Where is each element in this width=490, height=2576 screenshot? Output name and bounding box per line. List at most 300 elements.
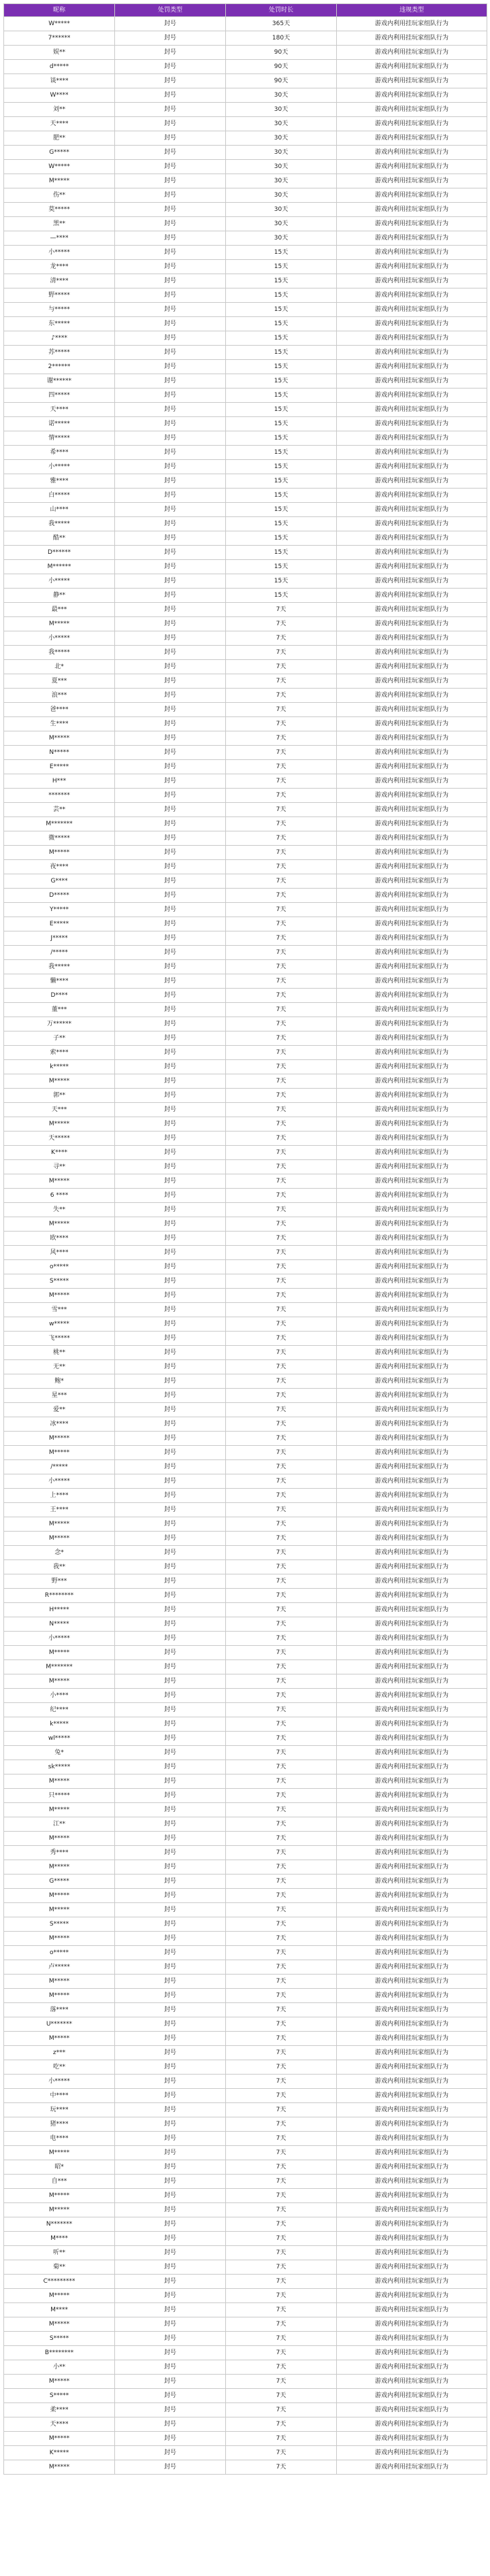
nickname-cell: W**** <box>4 88 115 103</box>
violation-type-cell: 游戏内利用挂玩家组队行为 <box>337 374 487 389</box>
punish-type-cell: 封号 <box>115 188 226 203</box>
punish-type-cell: 封号 <box>115 1460 226 1474</box>
table-row <box>4 160 487 174</box>
violation-type-cell: 游戏内利用挂玩家组队行为 <box>337 389 487 403</box>
punish-duration-cell: 7天 <box>226 646 337 660</box>
punish-type-cell: 封号 <box>115 403 226 417</box>
violation-type-cell: 游戏内利用挂玩家组队行为 <box>337 1660 487 1674</box>
nickname-cell: M***** <box>4 1989 115 2003</box>
violation-type-cell: 游戏内利用挂玩家组队行为 <box>337 2375 487 2389</box>
table-row <box>4 560 487 574</box>
table-row <box>4 1303 487 1317</box>
table-row <box>4 817 487 831</box>
table-row <box>4 360 487 374</box>
table-row <box>4 1532 487 1546</box>
violation-type-cell: 游戏内利用挂玩家组队行为 <box>337 560 487 574</box>
table-row <box>4 2075 487 2089</box>
nickname-cell: 上**** <box>4 1489 115 1503</box>
table-row <box>4 1832 487 1846</box>
violation-type-cell: 游戏内利用挂玩家组队行为 <box>337 1546 487 1560</box>
punish-duration-cell: 30天 <box>226 217 337 231</box>
punish-type-cell: 封号 <box>115 1817 226 1832</box>
punish-type-cell: 封号 <box>115 2046 226 2060</box>
nickname-cell: 雪*** <box>4 1303 115 1317</box>
violation-type-cell: 游戏内利用挂玩家组队行为 <box>337 1789 487 1803</box>
nickname-cell: M***** <box>4 2460 115 2475</box>
violation-type-cell: 游戏内利用挂玩家组队行为 <box>337 589 487 603</box>
punish-duration-cell: 7天 <box>226 2446 337 2460</box>
punish-type-cell: 封号 <box>115 917 226 931</box>
punish-type-cell: 封号 <box>115 717 226 731</box>
punish-duration-cell: 7天 <box>226 1617 337 1632</box>
nickname-cell: 谈**** <box>4 74 115 88</box>
punish-duration-cell: 7天 <box>226 617 337 631</box>
nickname-cell: 生**** <box>4 717 115 731</box>
violation-type-cell: 游戏内利用挂玩家组队行为 <box>337 846 487 860</box>
table-row <box>4 2246 487 2260</box>
table-row <box>4 1717 487 1732</box>
punish-duration-cell: 90天 <box>226 60 337 74</box>
nickname-cell: N***** <box>4 746 115 760</box>
punish-duration-cell: 7天 <box>226 860 337 874</box>
punish-duration-cell: 30天 <box>226 103 337 117</box>
nickname-cell: 菊** <box>4 2260 115 2275</box>
nickname-cell: 天**** <box>4 403 115 417</box>
violation-type-cell: 游戏内利用挂玩家组队行为 <box>337 1174 487 1189</box>
nickname-cell: 纪**** <box>4 1703 115 1717</box>
punish-type-cell: 封号 <box>115 1017 226 1031</box>
punish-type-cell: 封号 <box>115 874 226 889</box>
violation-type-cell: 游戏内利用挂玩家组队行为 <box>337 689 487 703</box>
punish-duration-cell: 30天 <box>226 146 337 160</box>
violation-type-cell: 游戏内利用挂玩家组队行为 <box>337 831 487 846</box>
nickname-cell: M******* <box>4 817 115 831</box>
violation-type-cell: 游戏内利用挂玩家组队行为 <box>337 1589 487 1603</box>
punish-duration-cell: 7天 <box>226 2275 337 2289</box>
punish-type-cell: 封号 <box>115 288 226 303</box>
nickname-cell: 爸**** <box>4 703 115 717</box>
punish-type-cell: 封号 <box>115 1203 226 1217</box>
punish-type-cell: 封号 <box>115 789 226 803</box>
punish-type-cell: 封号 <box>115 489 226 503</box>
punish-type-cell: 封号 <box>115 2432 226 2446</box>
punish-duration-cell: 7天 <box>226 2460 337 2475</box>
punish-duration-cell: 7天 <box>226 1560 337 1574</box>
violation-type-cell: 游戏内利用挂玩家组队行为 <box>337 1460 487 1474</box>
table-row <box>4 989 487 1003</box>
violation-type-cell: 游戏内利用挂玩家组队行为 <box>337 2060 487 2075</box>
violation-type-cell: 游戏内利用挂玩家组队行为 <box>337 1432 487 1446</box>
table-row <box>4 1932 487 1946</box>
punish-duration-cell: 7天 <box>226 1332 337 1346</box>
nickname-cell: W***** <box>4 160 115 174</box>
punish-duration-cell: 90天 <box>226 74 337 88</box>
punish-type-cell: 封号 <box>115 2175 226 2189</box>
punish-duration-cell: 15天 <box>226 574 337 589</box>
nickname-cell: 懒**** <box>4 974 115 989</box>
punish-duration-cell: 7天 <box>226 1603 337 1617</box>
punish-type-cell: 封号 <box>115 2360 226 2375</box>
nickname-cell: k***** <box>4 1060 115 1074</box>
punish-duration-cell: 15天 <box>226 417 337 431</box>
nickname-cell: 夜**** <box>4 860 115 874</box>
violation-type-cell: 游戏内利用挂玩家组队行为 <box>337 1975 487 1989</box>
table-row <box>4 1960 487 1975</box>
violation-type-cell: 游戏内利用挂玩家组队行为 <box>337 31 487 46</box>
nickname-cell: M***** <box>4 1174 115 1189</box>
punish-duration-cell: 90天 <box>226 46 337 60</box>
violation-type-cell: 游戏内利用挂玩家组队行为 <box>337 1817 487 1832</box>
punish-type-cell: 封号 <box>115 903 226 917</box>
nickname-cell: M***** <box>4 1517 115 1532</box>
punish-type-cell: 封号 <box>115 574 226 589</box>
violation-type-cell: 游戏内利用挂玩家组队行为 <box>337 1446 487 1460</box>
violation-type-cell: 游戏内利用挂玩家组队行为 <box>337 1875 487 1889</box>
nickname-cell: M******* <box>4 1660 115 1674</box>
punish-type-cell: 封号 <box>115 103 226 117</box>
nickname-cell: 自*** <box>4 2175 115 2189</box>
table-row <box>4 2332 487 2346</box>
violation-type-cell: 游戏内利用挂玩家组队行为 <box>337 2275 487 2289</box>
punish-duration-cell: 365天 <box>226 17 337 31</box>
punish-type-cell: 封号 <box>115 2003 226 2017</box>
table-row <box>4 803 487 817</box>
punish-duration-cell: 7天 <box>226 1832 337 1846</box>
nickname-cell: 失** <box>4 1203 115 1217</box>
nickname-cell: M***** <box>4 1774 115 1789</box>
table-row <box>4 1989 487 2003</box>
table-row <box>4 2346 487 2360</box>
punish-duration-cell: 7天 <box>226 889 337 903</box>
punish-type-cell: 封号 <box>115 889 226 903</box>
violation-type-cell: 游戏内利用挂玩家组队行为 <box>337 2046 487 2060</box>
nickname-cell: 情***** <box>4 431 115 446</box>
punish-duration-cell: 7天 <box>226 1632 337 1646</box>
violation-type-cell: 游戏内利用挂玩家组队行为 <box>337 1303 487 1317</box>
punish-duration-cell: 7天 <box>226 1117 337 1132</box>
violation-type-cell: 游戏内利用挂玩家组队行为 <box>337 1232 487 1246</box>
nickname-cell: o***** <box>4 1946 115 1960</box>
punish-duration-cell: 7天 <box>226 1460 337 1474</box>
violation-type-cell: 游戏内利用挂玩家组队行为 <box>337 2017 487 2032</box>
table-row <box>4 1203 487 1217</box>
nickname-cell: wl***** <box>4 1732 115 1746</box>
table-row <box>4 60 487 74</box>
nickname-cell: H***** <box>4 1603 115 1617</box>
nickname-cell: 7****** <box>4 31 115 46</box>
nickname-cell: 野*** <box>4 1574 115 1589</box>
nickname-cell: k***** <box>4 1717 115 1732</box>
punish-duration-cell: 15天 <box>226 560 337 574</box>
punish-duration-cell: 7天 <box>226 1574 337 1589</box>
table-row <box>4 1503 487 1517</box>
nickname-cell: 鲍* <box>4 1374 115 1389</box>
punish-duration-cell: 15天 <box>226 246 337 260</box>
punish-type-cell: 封号 <box>115 517 226 531</box>
violation-type-cell: 游戏内利用挂玩家组队行为 <box>337 2417 487 2432</box>
nickname-cell: 2****** <box>4 360 115 374</box>
punish-duration-cell: 7天 <box>226 2360 337 2375</box>
punish-type-cell: 封号 <box>115 831 226 846</box>
punish-type-cell: 封号 <box>115 1332 226 1346</box>
violation-type-cell: 游戏内利用挂玩家组队行为 <box>337 646 487 660</box>
nickname-cell: 小***** <box>4 460 115 474</box>
violation-type-cell: 游戏内利用挂玩家组队行为 <box>337 1332 487 1346</box>
nickname-cell: M**** <box>4 2303 115 2317</box>
punish-duration-cell: 7天 <box>226 2417 337 2432</box>
table-row <box>4 1360 487 1374</box>
punish-duration-cell: 7天 <box>226 2246 337 2260</box>
punish-duration-cell: 7天 <box>226 1960 337 1975</box>
violation-type-cell: 游戏内利用挂玩家组队行为 <box>337 1117 487 1132</box>
table-row <box>4 2260 487 2275</box>
violation-type-cell: 游戏内利用挂玩家组队行为 <box>337 60 487 74</box>
violation-type-cell: 游戏内利用挂玩家组队行为 <box>337 1574 487 1589</box>
punish-duration-cell: 7天 <box>226 1817 337 1832</box>
punish-duration-cell: 7天 <box>226 746 337 760</box>
nickname-cell: 江** <box>4 1817 115 1832</box>
nickname-cell: 小***** <box>4 631 115 646</box>
punish-duration-cell: 7天 <box>226 2289 337 2303</box>
header-nickname: 昵称 <box>4 4 115 17</box>
punish-type-cell: 封号 <box>115 117 226 131</box>
violation-type-cell: 游戏内利用挂玩家组队行为 <box>337 146 487 160</box>
punish-type-cell: 封号 <box>115 303 226 317</box>
nickname-cell: 与***** <box>4 303 115 317</box>
punish-duration-cell: 7天 <box>226 946 337 960</box>
punish-duration-cell: 7天 <box>226 1875 337 1889</box>
table-row <box>4 1217 487 1232</box>
violation-type-cell: 游戏内利用挂玩家组队行为 <box>337 617 487 631</box>
punish-type-cell: 封号 <box>115 146 226 160</box>
punish-duration-cell: 15天 <box>226 431 337 446</box>
nickname-cell: 野***** <box>4 288 115 303</box>
nickname-cell: 东***** <box>4 317 115 331</box>
punish-duration-cell: 15天 <box>226 489 337 503</box>
punish-type-cell: 封号 <box>115 2460 226 2475</box>
table-row <box>4 1860 487 1875</box>
punish-duration-cell: 7天 <box>226 1189 337 1203</box>
punish-duration-cell: 7天 <box>226 1517 337 1532</box>
nickname-cell: 北* <box>4 660 115 674</box>
punish-duration-cell: 7天 <box>226 2089 337 2103</box>
nickname-cell: M****** <box>4 560 115 574</box>
table-row <box>4 1903 487 1917</box>
punish-duration-cell: 7天 <box>226 1289 337 1303</box>
punish-type-cell: 封号 <box>115 531 226 546</box>
nickname-cell: 寻** <box>4 1160 115 1174</box>
violation-type-cell: 游戏内利用挂玩家组队行为 <box>337 417 487 431</box>
punish-type-cell: 封号 <box>115 389 226 403</box>
punish-type-cell: 封号 <box>115 1217 226 1232</box>
punish-duration-cell: 7天 <box>226 2003 337 2017</box>
table-row <box>4 2160 487 2175</box>
punish-type-cell: 封号 <box>115 2089 226 2103</box>
violation-type-cell: 游戏内利用挂玩家组队行为 <box>337 1046 487 1060</box>
violation-type-cell: 游戏内利用挂玩家组队行为 <box>337 1160 487 1174</box>
punish-type-cell: 封号 <box>115 2203 226 2217</box>
nickname-cell: M***** <box>4 1903 115 1917</box>
violation-type-cell: 游戏内利用挂玩家组队行为 <box>337 131 487 146</box>
punish-duration-cell: 7天 <box>226 1017 337 1031</box>
punish-duration-cell: 7天 <box>226 1903 337 1917</box>
punish-duration-cell: 7天 <box>226 2117 337 2132</box>
table-row <box>4 2089 487 2103</box>
violation-type-cell: 游戏内利用挂玩家组队行为 <box>337 1060 487 1074</box>
punish-duration-cell: 7天 <box>226 1432 337 1446</box>
table-row <box>4 417 487 431</box>
violation-type-cell: 游戏内利用挂玩家组队行为 <box>337 2317 487 2332</box>
table-row <box>4 88 487 103</box>
nickname-cell: 天**** <box>4 2417 115 2432</box>
punish-duration-cell: 15天 <box>226 374 337 389</box>
nickname-cell: 伤** <box>4 188 115 203</box>
punish-type-cell: 封号 <box>115 1617 226 1632</box>
punish-type-cell: 封号 <box>115 2417 226 2432</box>
table-row <box>4 460 487 474</box>
punish-type-cell: 封号 <box>115 846 226 860</box>
table-row <box>4 17 487 31</box>
punish-duration-cell: 7天 <box>226 603 337 617</box>
table-row <box>4 1417 487 1432</box>
table-row <box>4 1760 487 1774</box>
violation-type-cell: 游戏内利用挂玩家组队行为 <box>337 103 487 117</box>
nickname-cell: ♪**** <box>4 331 115 346</box>
nickname-cell: 小***** <box>4 2075 115 2089</box>
violation-type-cell: 游戏内利用挂玩家组队行为 <box>337 1646 487 1660</box>
table-row <box>4 203 487 217</box>
nickname-cell: G***** <box>4 1875 115 1889</box>
violation-type-cell: 游戏内利用挂玩家组队行为 <box>337 1560 487 1574</box>
punish-duration-cell: 7天 <box>226 1646 337 1660</box>
table-row <box>4 1646 487 1660</box>
punish-type-cell: 封号 <box>115 1117 226 1132</box>
punish-type-cell: 封号 <box>115 1174 226 1189</box>
violation-type-cell: 游戏内利用挂玩家组队行为 <box>337 1832 487 1846</box>
table-row <box>4 1446 487 1460</box>
violation-type-cell: 游戏内利用挂玩家组队行为 <box>337 903 487 917</box>
violation-type-cell: 游戏内利用挂玩家组队行为 <box>337 1846 487 1860</box>
table-row <box>4 317 487 331</box>
punish-type-cell: 封号 <box>115 731 226 746</box>
nickname-cell: M***** <box>4 2146 115 2160</box>
violation-type-cell: 游戏内利用挂玩家组队行为 <box>337 1674 487 1689</box>
violation-type-cell: 游戏内利用挂玩家组队行为 <box>337 1946 487 1960</box>
punish-duration-cell: 7天 <box>226 874 337 889</box>
punish-type-cell: 封号 <box>115 1774 226 1789</box>
violation-type-cell: 游戏内利用挂玩家组队行为 <box>337 1689 487 1703</box>
punish-type-cell: 封号 <box>115 1917 226 1932</box>
table-row <box>4 1632 487 1646</box>
table-row <box>4 1031 487 1046</box>
table-row <box>4 331 487 346</box>
punish-type-cell: 封号 <box>115 1803 226 1817</box>
punish-type-cell: 封号 <box>115 460 226 474</box>
punish-type-cell: 封号 <box>115 431 226 446</box>
punish-duration-cell: 7天 <box>226 1232 337 1246</box>
punish-type-cell: 封号 <box>115 1546 226 1560</box>
punish-duration-cell: 7天 <box>226 2432 337 2446</box>
nickname-cell: 子** <box>4 1031 115 1046</box>
table-row <box>4 1946 487 1960</box>
table-row <box>4 2375 487 2389</box>
punish-duration-cell: 7天 <box>226 917 337 931</box>
punish-duration-cell: 7天 <box>226 1203 337 1217</box>
violation-type-cell: 游戏内利用挂玩家组队行为 <box>337 931 487 946</box>
punish-duration-cell: 7天 <box>226 1089 337 1103</box>
table-row <box>4 1003 487 1017</box>
punish-duration-cell: 7天 <box>226 1046 337 1060</box>
nickname-cell: 苏***** <box>4 346 115 360</box>
punish-type-cell: 封号 <box>115 1046 226 1060</box>
table-row <box>4 1589 487 1603</box>
table-row <box>4 1260 487 1274</box>
punish-duration-cell: 30天 <box>226 88 337 103</box>
nickname-cell: 小** <box>4 2360 115 2375</box>
punish-duration-cell: 30天 <box>226 160 337 174</box>
punish-duration-cell: 7天 <box>226 1446 337 1460</box>
punish-type-cell: 封号 <box>115 317 226 331</box>
punish-duration-cell: 7天 <box>226 2132 337 2146</box>
violation-type-cell: 游戏内利用挂玩家组队行为 <box>337 446 487 460</box>
nickname-cell: ******* <box>4 789 115 803</box>
nickname-cell: K**** <box>4 1146 115 1160</box>
table-row <box>4 1875 487 1889</box>
nickname-cell: 诺***** <box>4 417 115 431</box>
punish-duration-cell: 7天 <box>226 1503 337 1517</box>
nickname-cell: 龙**** <box>4 260 115 274</box>
violation-type-cell: 游戏内利用挂玩家组队行为 <box>337 231 487 246</box>
table-row <box>4 960 487 974</box>
table-body <box>4 17 487 2475</box>
table-row <box>4 517 487 531</box>
punish-duration-cell: 15天 <box>226 317 337 331</box>
table-row <box>4 2360 487 2375</box>
nickname-cell: 电**** <box>4 2132 115 2146</box>
punish-duration-cell: 7天 <box>226 2046 337 2060</box>
violation-type-cell: 游戏内利用挂玩家组队行为 <box>337 1403 487 1417</box>
table-row <box>4 1674 487 1689</box>
punish-duration-cell: 7天 <box>226 2260 337 2275</box>
violation-type-cell: 游戏内利用挂玩家组队行为 <box>337 1517 487 1532</box>
punish-type-cell: 封号 <box>115 803 226 817</box>
nickname-cell: B******** <box>4 2346 115 2360</box>
nickname-cell: w***** <box>4 1317 115 1332</box>
violation-type-cell: 游戏内利用挂玩家组队行为 <box>337 1346 487 1360</box>
punish-duration-cell: 15天 <box>226 503 337 517</box>
violation-type-cell: 游戏内利用挂玩家组队行为 <box>337 2389 487 2403</box>
punish-duration-cell: 7天 <box>226 2332 337 2346</box>
nickname-cell: 卢***** <box>4 1960 115 1975</box>
violation-type-cell: 游戏内利用挂玩家组队行为 <box>337 403 487 417</box>
punish-type-cell: 封号 <box>115 560 226 574</box>
table-row <box>4 1703 487 1717</box>
table-row <box>4 1732 487 1746</box>
table-row <box>4 2403 487 2417</box>
nickname-cell: 爱** <box>4 1403 115 1417</box>
punish-duration-cell: 7天 <box>226 1532 337 1546</box>
punish-type-cell: 封号 <box>115 1189 226 1203</box>
punish-type-cell: 封号 <box>115 1146 226 1160</box>
violation-type-cell: 游戏内利用挂玩家组队行为 <box>337 117 487 131</box>
table-row <box>4 917 487 931</box>
nickname-cell: S***** <box>4 2389 115 2403</box>
punish-type-cell: 封号 <box>115 689 226 703</box>
nickname-cell: 中**** <box>4 2089 115 2103</box>
violation-type-cell: 游戏内利用挂玩家组队行为 <box>337 1717 487 1732</box>
punish-duration-cell: 7天 <box>226 1803 337 1817</box>
punish-type-cell: 封号 <box>115 217 226 231</box>
